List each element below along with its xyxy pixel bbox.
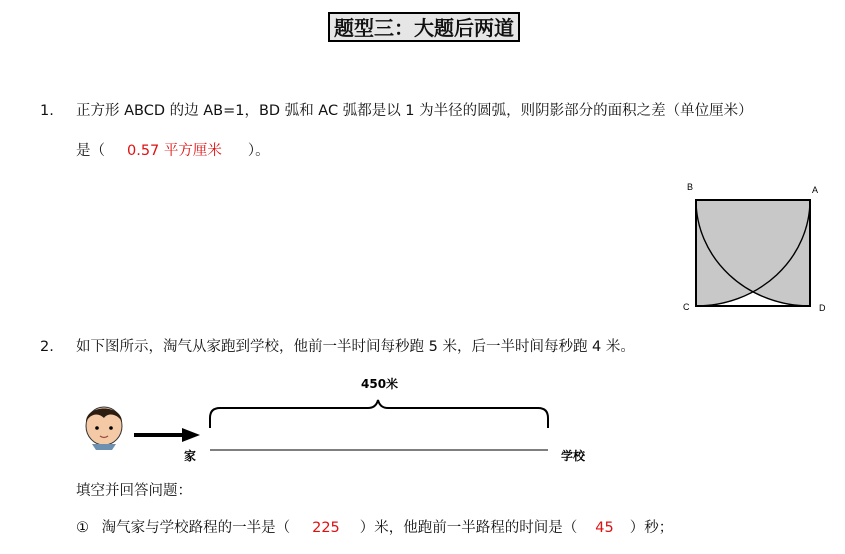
label-a: A: [812, 185, 819, 195]
q1-text-line1: 正方形 ABCD 的边 AB=1，BD 弧和 AC 弧都是以 1 为半径的圆弧，则阴影部分的面积之差（单位厘米）: [76, 103, 753, 119]
q1-answer-line: [76, 141, 270, 161]
label-b: B: [687, 182, 694, 192]
page-title: 题型三：大题后两道: [328, 12, 520, 42]
distance-brace: [210, 400, 548, 428]
q1-square-figure: [676, 178, 836, 316]
q1-number: 1.: [40, 103, 54, 119]
sub1-text-a: 淘气家与学校路程的一半是（: [101, 520, 291, 536]
sub1-text-c: ）秒；: [629, 520, 674, 536]
q1-prefix: 是（: [76, 143, 105, 159]
q1-suffix: ）。: [247, 143, 270, 159]
q2-number: 2.: [40, 339, 54, 355]
sub1-answer-b: 45: [595, 520, 614, 536]
q2-instructions: 填空并回答问题：: [76, 483, 192, 499]
sub1-answer-a: 225: [312, 520, 340, 536]
q1-answer: 0.57 平方厘米: [127, 143, 222, 159]
label-d: D: [819, 303, 826, 313]
q2-text: 如下图所示，淘气从家跑到学校，他前一半时间每秒跑 5 米，后一半时间每秒跑 4 米。: [76, 339, 635, 355]
label-c: C: [683, 302, 690, 312]
q2-sub1: [76, 518, 673, 538]
home-label: 家: [184, 449, 197, 463]
arrow-right-icon: [134, 428, 200, 442]
child-avatar: [86, 407, 122, 450]
distance-label: 450米: [361, 377, 399, 391]
school-label: 学校: [561, 449, 586, 463]
q2-route-diagram: [76, 372, 616, 472]
sub1-text-b: ）米，他跑前一半路程的时间是（: [359, 520, 578, 536]
sub1-marker: ①: [76, 520, 89, 536]
